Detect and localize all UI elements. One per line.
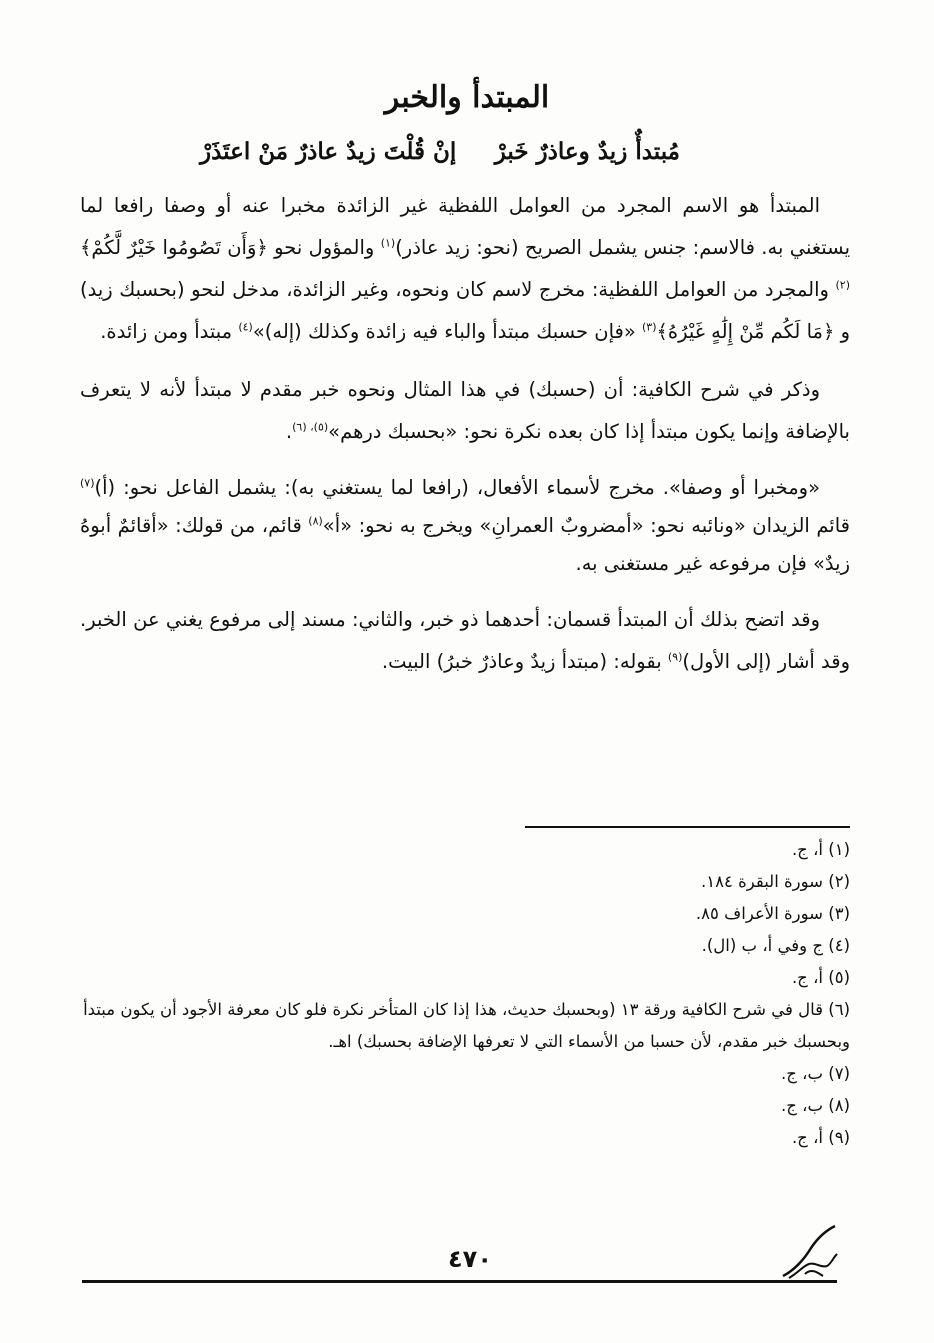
verse-second-hemistich: إنْ قُلْتَ زيدٌ عاذرٌ مَنْ اعتَذَرْ [200, 138, 457, 165]
page-title: المبتدأ والخبر [384, 80, 550, 115]
footnote-item: (٢) سورة البقرة ١٨٤. [701, 872, 850, 891]
footnote-item: (٧) ب، ج. [781, 1064, 850, 1083]
footnote-item: (٥) أ، ج. [791, 968, 850, 987]
footnote-item: (٣) سورة الأعراف ٨٥. [695, 904, 850, 923]
footnote-item: (٩) أ، ج. [791, 1128, 850, 1147]
verse-first-hemistich: مُبتدأٌ زيدٌ وعاذرٌ خَبرْ [494, 138, 680, 165]
footnote-item: (١) أ، ج. [791, 840, 850, 859]
main-text [80, 185, 850, 699]
paragraph-definition: المبتدأ هو الاسم المجرد من العوامل اللفظية غير الزائدة مخبرا عنه أو وصفا رافعا لما يستغني به. فالاسم: جنس يشمل الصريح (نحو: زيد عاذر)$^{(١)}$ والمؤول نحو ﴿وَأَن تَصُومُوا خَيْرٌ لَّكُمْ﴾$^{(٢)}$ والمجرد من العوامل اللفظية: مخرج لاسم كان ونحوه، وغير الزائدة، مدخل لنحو (بحسبك زيد) و ﴿مَا لَكُم مِّنْ إِلَٰهٍ غَيْرُهُ﴾$^{(٣)}$ «فإن حسبك مبتدأ والباء فيه زائدة وكذلك (إله)»$^{(٤)}$ مبتدأ ومن زائدة. [80, 194, 850, 343]
page-number: ٤٧٠ [448, 1245, 492, 1273]
calligraphic-seal-icon [775, 1218, 845, 1288]
footnote-ref: (٨) [308, 514, 323, 528]
poem-verse [200, 132, 680, 172]
paragraph-kafiya: وذكر في شرح الكافية: أن (حسبك) في هذا المثال ونحوه خبر مقدم لا مبتدأ لأنه لا يتعرف بالإضافة وإنما يكون مبتدأ إذا كان بعده نكرة نحو: «بحسبك درهم»$^{(٥)، (٦)}$. [80, 378, 850, 443]
footnote-ref: (٣) [641, 320, 657, 334]
footnote-ref: (٩) [667, 650, 683, 664]
footnotes-list [80, 834, 850, 1154]
footnote-item: (٤) ج وفي أ، ب (ال). [701, 936, 850, 955]
footnote-ref: (٥)، (٦) [292, 420, 329, 434]
footnote-ref: (٧) [80, 476, 95, 490]
paragraph-types: وقد اتضح بذلك أن المبتدأ قسمان: أحدهما ذو خبر، والثاني: مسند إلى مرفوع يغني عن الخبر. وقد أشار (إلى الأول)$^{(٩)}$ بقوله: (مبتدأ زيدٌ وعاذرٌ خبرُ) البيت. [80, 608, 850, 673]
footnote-item: (٦) قال في شرح الكافية ورقة ١٣ (وبحسبك حديث، هذا إذا كان المتأخر نكرة فلو كان معرفة الأجود أن يكون مبتدأ وبحسبك خبر مقدم، لأن حسبا من الأسماء التي لا تعرفها الإضافة بحسبك) اهـ. [83, 1000, 850, 1051]
footnote-item: (٨) ب، ج. [781, 1096, 850, 1115]
bottom-rule [82, 1280, 837, 1283]
footnote-ref: (٤) [238, 320, 253, 334]
footnote-separator [525, 826, 850, 828]
footnote-ref: (٢) [835, 278, 850, 292]
paragraph-mukhbir: «ومخبرا أو وصفا». مخرج لأسماء الأفعال، (رافعا لما يستغني به): يشمل الفاعل نحو: (أ)$^{(٧)}$ قائم الزيدان «ونائبه نحو: «أمضروبٌ العمرانِ» ويخرج به نحو: «أ»$^{(٨)}$ قائم، من قولك: «أقائمٌ أبوهُ زيدٌ» فإن مرفوعه غير مستغنى به. [80, 476, 850, 575]
footnote-ref: (١) [380, 236, 396, 250]
